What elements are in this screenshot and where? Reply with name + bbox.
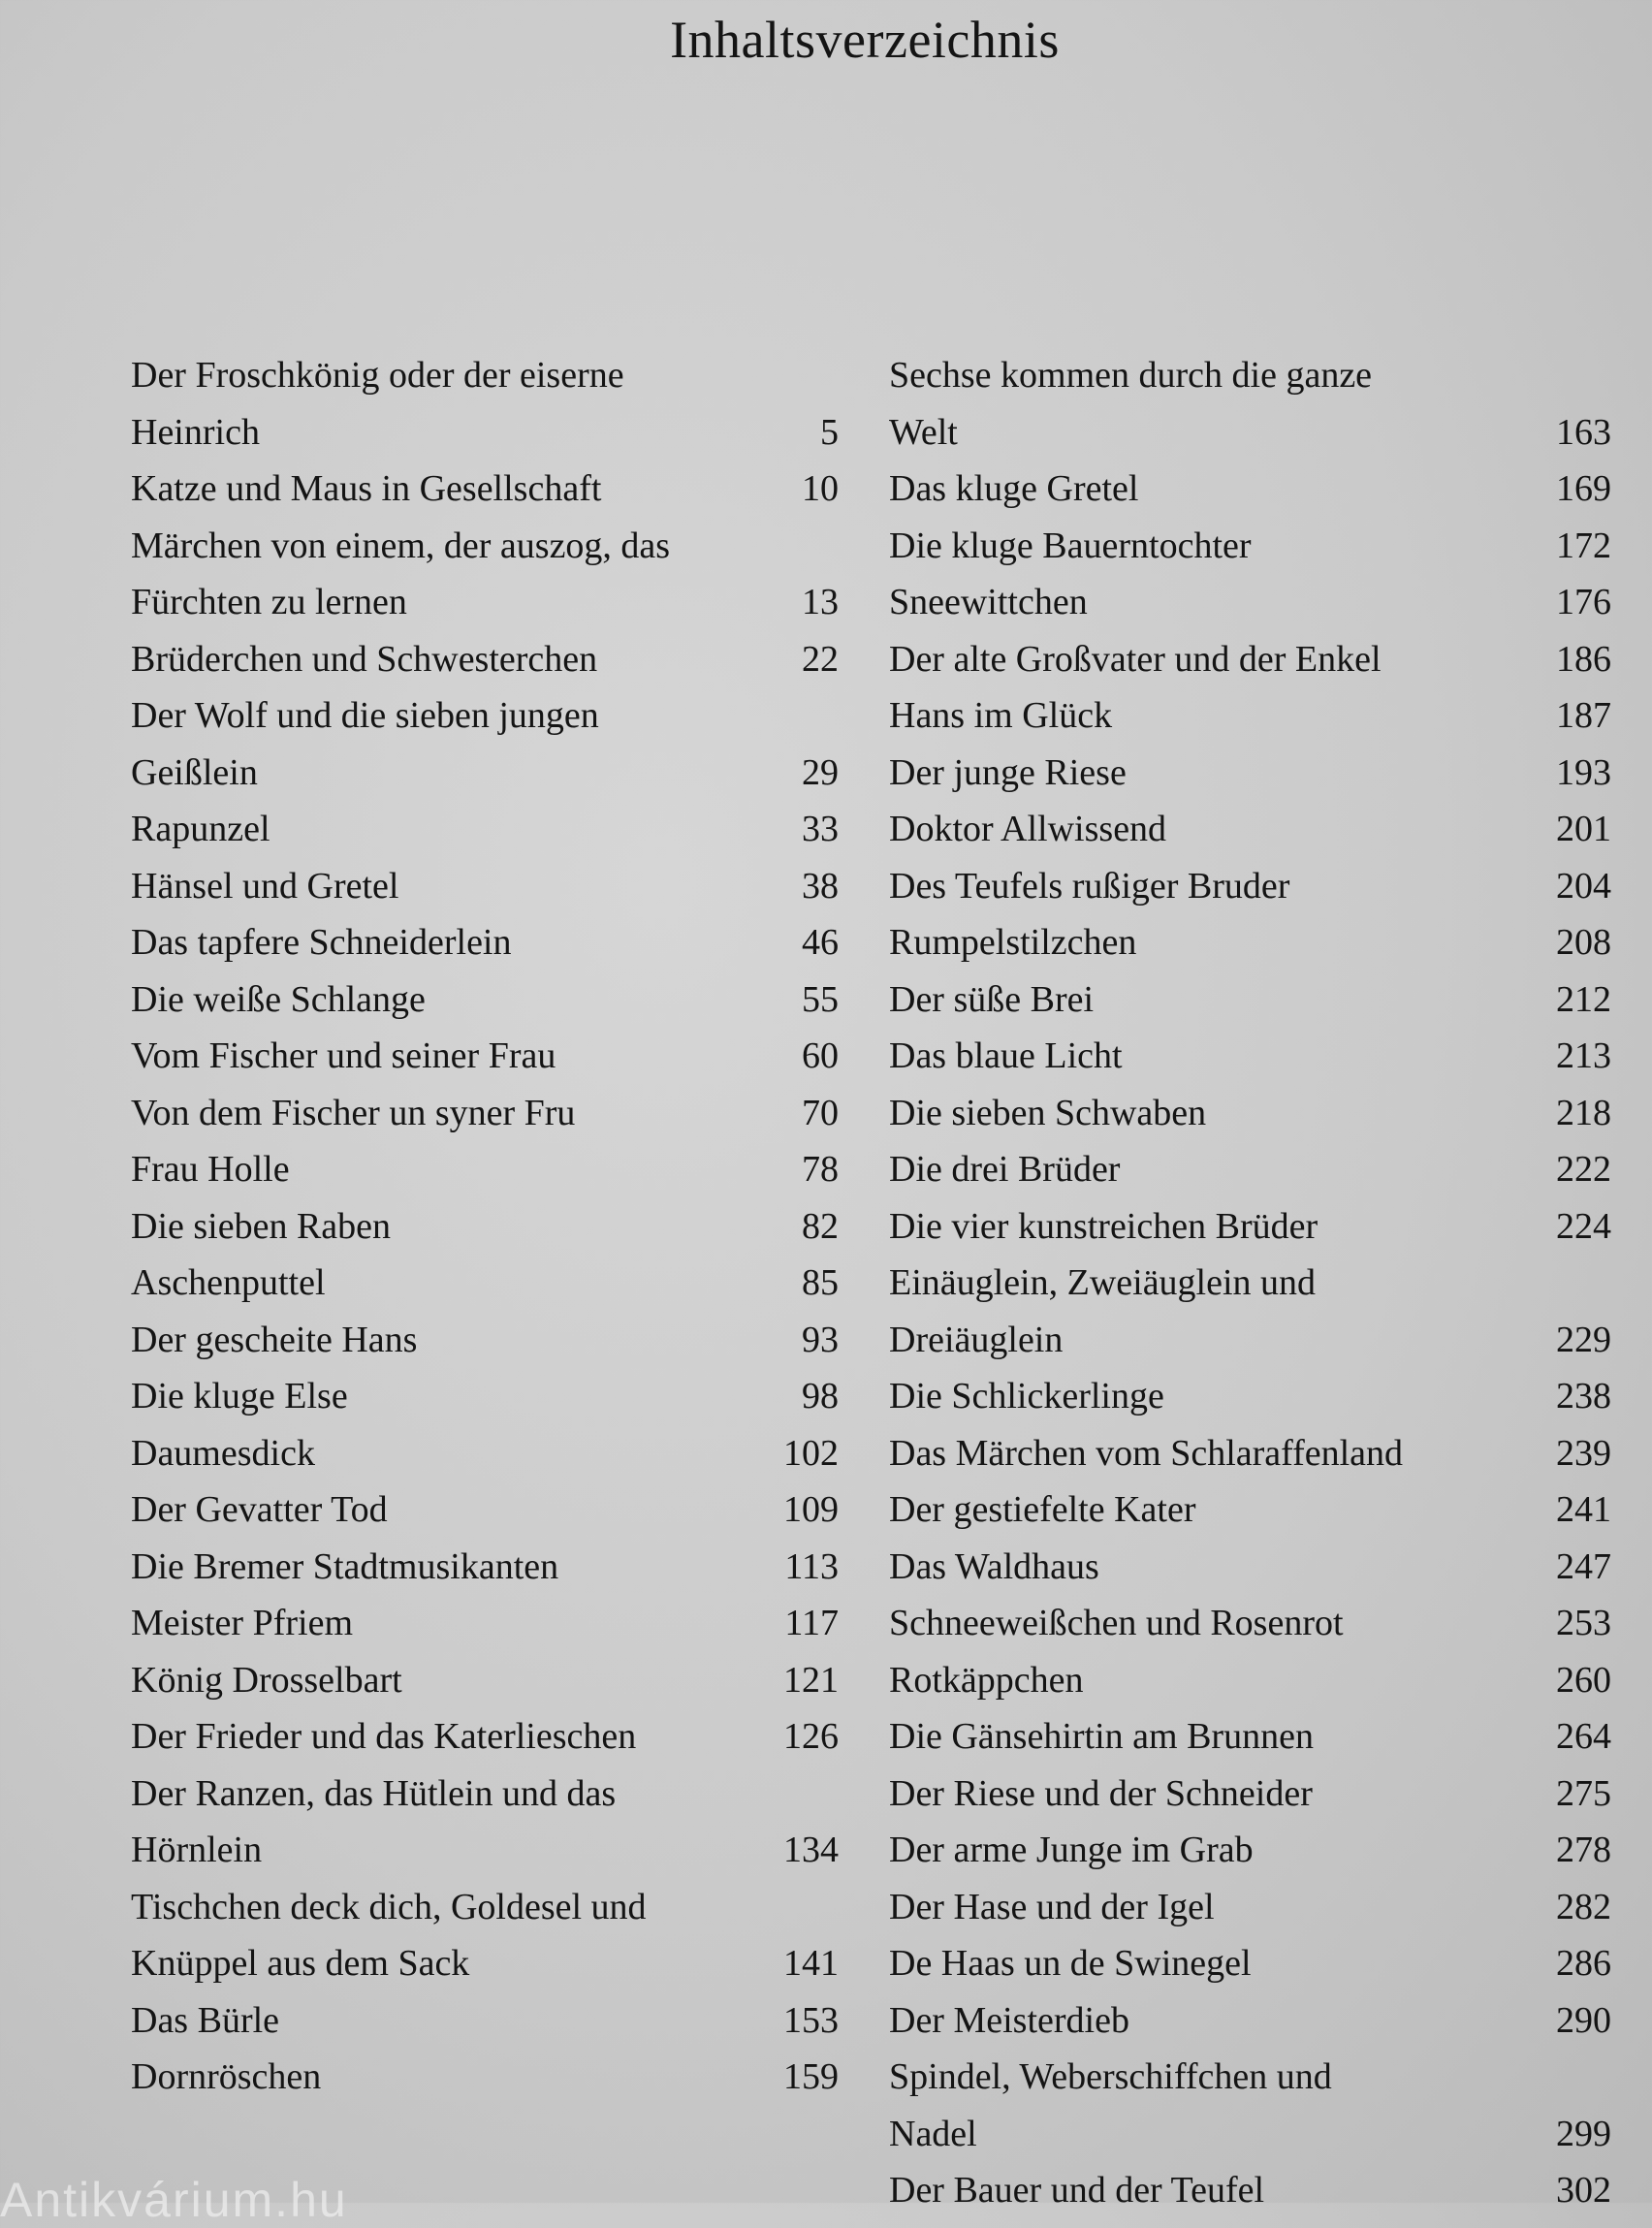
toc-entry-page-number: 117	[784, 1603, 839, 1643]
toc-entry-title-line: Die sieben Raben	[131, 1205, 392, 1247]
toc-entry-page-number: 208	[1556, 922, 1611, 963]
toc-entry-title-line: Der Froschkönig oder der eiserne	[131, 355, 624, 396]
toc-entry	[131, 518, 839, 631]
toc-entry-title-line: Das blaue Licht	[889, 1035, 1123, 1076]
toc-entry-title	[131, 1879, 839, 1992]
toc-entry-title	[889, 1028, 1611, 1085]
toc-entry	[131, 1425, 839, 1482]
toc-entry-page-number: 187	[1556, 695, 1611, 736]
toc-entry-title-line: Brüderchen und Schwesterchen	[131, 638, 598, 680]
toc-entry-page-number: 238	[1556, 1376, 1611, 1416]
toc-entry	[889, 461, 1611, 518]
toc-entry-page-number: 134	[783, 1830, 839, 1870]
toc-entry	[889, 1255, 1611, 1368]
toc-entry-title-line: Der süße Brei	[889, 978, 1095, 1020]
toc-entry-title	[131, 1198, 839, 1256]
toc-entry	[889, 2162, 1611, 2219]
toc-entry-title	[889, 1481, 1611, 1539]
toc-entry-title	[131, 971, 839, 1029]
toc-entry-title	[889, 2162, 1611, 2219]
toc-entry-page-number: 299	[1556, 2113, 1611, 2154]
toc-entry-page-number: 46	[802, 922, 839, 963]
toc-entry	[889, 1539, 1611, 1596]
toc-entry	[889, 1085, 1611, 1142]
toc-entry	[889, 971, 1611, 1029]
toc-entry-title-line: König Drosselbart	[131, 1659, 402, 1701]
toc-entry-title	[889, 1368, 1611, 1425]
toc-entry-page-number: 282	[1556, 1886, 1611, 1927]
toc-entry-title	[889, 745, 1611, 802]
toc-entry-page-number: 126	[783, 1716, 839, 1757]
toc-entry	[889, 801, 1611, 858]
toc-entry	[889, 1822, 1611, 1879]
toc-entry-title-line: Tischchen deck dich, Goldesel und	[131, 1886, 647, 1927]
toc-entry-page-number: 82	[802, 1205, 839, 1247]
toc-entry-page-number: 78	[802, 1149, 839, 1190]
toc-entry-title	[131, 631, 839, 688]
toc-entry-page-number: 13	[802, 582, 839, 622]
toc-entry	[131, 1368, 839, 1425]
toc-right-column	[889, 347, 1611, 2219]
toc-entry-title	[131, 858, 839, 915]
toc-entry-page-number: 113	[784, 1545, 839, 1587]
toc-entry-title	[131, 801, 839, 858]
toc-entry-title	[131, 1708, 839, 1766]
toc-entry-title	[889, 1935, 1611, 1992]
toc-entry-page-number: 10	[802, 468, 839, 509]
toc-entry-title-line: Die sieben Schwaben	[889, 1092, 1207, 1133]
toc-entry	[889, 745, 1611, 802]
toc-entry-page-number: 247	[1556, 1545, 1611, 1587]
toc-entry-title	[131, 687, 839, 801]
toc-entry	[131, 1879, 839, 1992]
toc-entry-page-number: 302	[1556, 2170, 1611, 2211]
toc-entry-title	[889, 971, 1611, 1029]
toc-entry-title-line: Spindel, Weberschiffchen und	[889, 2056, 1332, 2097]
toc-entry-title	[131, 347, 839, 461]
toc-entry-title-line: Einäuglein, Zweiäuglein und	[889, 1262, 1317, 1303]
toc-entry	[889, 1708, 1611, 1766]
toc-entry-title-line: Das kluge Gretel	[889, 468, 1139, 509]
toc-entry	[889, 1879, 1611, 1936]
toc-entry-title-line: Vom Fischer und seiner Frau	[131, 1035, 556, 1076]
toc-entry	[131, 631, 839, 688]
toc-entry-title-line: Der Gevatter Tod	[131, 1489, 388, 1530]
toc-entry-title	[889, 1879, 1611, 1936]
toc-entry-title-line: Der Hase und der Igel	[889, 1886, 1215, 1927]
toc-entry	[131, 801, 839, 858]
toc-entry-page-number: 121	[783, 1659, 839, 1701]
toc-entry-page-number: 93	[802, 1319, 839, 1360]
toc-entry-title-line: De Haas un de Swinegel	[889, 1943, 1252, 1984]
toc-entry-page-number: 109	[783, 1489, 839, 1530]
toc-entry-title-line: Die Schlickerlinge	[889, 1376, 1164, 1416]
toc-entry-page-number: 153	[783, 1999, 839, 2041]
toc-entry-page-number: 159	[783, 2056, 839, 2097]
toc-entry-page-number: 70	[802, 1092, 839, 1133]
toc-entry-title	[889, 631, 1611, 688]
toc-entry	[131, 1312, 839, 1369]
toc-entry-title	[131, 1255, 839, 1312]
toc-entry-page-number: 229	[1556, 1319, 1611, 1360]
toc-entry-title-line: Schneeweißchen und Rosenrot	[889, 1603, 1344, 1643]
toc-entry-title-line: Der Ranzen, das Hütlein und das	[131, 1772, 617, 1814]
toc-entry-page-number: 29	[802, 751, 839, 793]
toc-entry	[889, 1595, 1611, 1652]
toc-entry	[131, 1992, 839, 2050]
toc-entry	[131, 971, 839, 1029]
toc-entry-title-line: Der Bauer und der Teufel	[889, 2170, 1265, 2211]
toc-entry-title	[889, 1198, 1611, 1256]
toc-entry-page-number: 169	[1556, 468, 1611, 509]
toc-entry	[889, 1425, 1611, 1482]
toc-entry-title-line: Rumpelstilzchen	[889, 922, 1137, 963]
toc-entry-page-number: 60	[802, 1035, 839, 1076]
toc-entry-title	[889, 801, 1611, 858]
toc-entry-page-number: 286	[1556, 1943, 1611, 1984]
toc-entry	[131, 1652, 839, 1709]
toc-entry-title-line: Der Riese und der Schneider	[889, 1772, 1313, 1814]
toc-entry	[131, 1766, 839, 1879]
toc-entry-title	[131, 1141, 839, 1198]
toc-entry-title	[131, 1028, 839, 1085]
toc-entry	[131, 1595, 839, 1652]
toc-entry	[131, 1539, 839, 1596]
toc-entry-title-line: Nadel	[889, 2113, 977, 2154]
toc-entry-page-number: 224	[1556, 1205, 1611, 1247]
toc-entry-title	[131, 1368, 839, 1425]
toc-entry-page-number: 222	[1556, 1149, 1611, 1190]
toc-entry-title-line: Die Bremer Stadtmusikanten	[131, 1545, 559, 1587]
toc-entry-title-line: Hans im Glück	[889, 695, 1113, 736]
toc-entry-title-line: Der gescheite Hans	[131, 1319, 418, 1360]
toc-entry-page-number: 141	[783, 1943, 839, 1984]
toc-entry-title-line: Die kluge Bauerntochter	[889, 525, 1252, 566]
toc-entry-title-line: Fürchten zu lernen	[131, 582, 407, 622]
toc-entry-title-line: Von dem Fischer un syner Fru	[131, 1092, 576, 1133]
toc-entry	[131, 1198, 839, 1256]
toc-entry-page-number: 98	[802, 1376, 839, 1416]
toc-entry-page-number: 186	[1556, 638, 1611, 680]
toc-entry-title-line: Frau Holle	[131, 1149, 290, 1190]
toc-entry-title-line: Sneewittchen	[889, 582, 1088, 622]
toc-entry	[131, 1481, 839, 1539]
toc-entry	[889, 1481, 1611, 1539]
toc-entry-title-line: Der Frieder und das Katerlieschen	[131, 1716, 637, 1757]
toc-entry-title	[131, 914, 839, 971]
toc-entry-title	[889, 1085, 1611, 1142]
toc-entry-title-line: Dornröschen	[131, 2056, 322, 2097]
toc-entry-title	[889, 1708, 1611, 1766]
toc-entry-page-number: 102	[783, 1432, 839, 1474]
toc-entry	[131, 1255, 839, 1312]
toc-entry-title-line: Die vier kunstreichen Brüder	[889, 1205, 1318, 1247]
toc-entry-title	[889, 574, 1611, 631]
toc-entry-title	[889, 1539, 1611, 1596]
toc-entry-title-line: Geißlein	[131, 751, 258, 793]
toc-entry	[889, 1652, 1611, 1709]
toc-entry-title	[131, 461, 839, 518]
toc-entry	[889, 1368, 1611, 1425]
toc-entry	[131, 347, 839, 461]
watermark: Antikvárium.hu	[0, 2173, 348, 2227]
toc-entry-title	[131, 518, 839, 631]
toc-entry-title	[889, 1425, 1611, 1482]
toc-entry	[889, 1028, 1611, 1085]
toc-entry-title	[131, 1539, 839, 1596]
toc-entry-title	[889, 2049, 1611, 2162]
toc-entry	[131, 1028, 839, 1085]
toc-entry-page-number: 213	[1556, 1035, 1611, 1076]
toc-entry-title-line: Rapunzel	[131, 809, 270, 849]
toc-entry	[889, 2049, 1611, 2162]
toc-entry-title-line: Knüppel aus dem Sack	[131, 1943, 470, 1984]
toc-entry-title-line: Sechse kommen durch die ganze	[889, 355, 1373, 396]
toc-entry	[889, 1935, 1611, 1992]
toc-entry	[889, 914, 1611, 971]
toc-entry-page-number: 33	[802, 809, 839, 849]
toc-entry-page-number: 239	[1556, 1432, 1611, 1474]
toc-entry-page-number: 5	[820, 411, 839, 453]
toc-entry	[131, 1141, 839, 1198]
toc-entry-title	[889, 518, 1611, 575]
toc-entry-title	[131, 1312, 839, 1369]
toc-entry-title-line: Welt	[889, 411, 958, 453]
toc-entry	[889, 574, 1611, 631]
toc-entry	[131, 461, 839, 518]
toc-entry-title-line: Der Meisterdieb	[889, 1999, 1129, 2041]
toc-entry-title	[131, 1992, 839, 2050]
toc-entry	[131, 858, 839, 915]
toc-entry-title	[131, 1481, 839, 1539]
toc-entry-title-line: Der arme Junge im Grab	[889, 1830, 1254, 1870]
toc-entry-title	[889, 1992, 1611, 2050]
toc-entry-page-number: 218	[1556, 1092, 1611, 1133]
toc-entry-title-line: Doktor Allwissend	[889, 809, 1167, 849]
toc-entry	[889, 347, 1611, 461]
toc-entry-title-line: Die drei Brüder	[889, 1149, 1121, 1190]
toc-entry-title-line: Daumesdick	[131, 1432, 315, 1474]
toc-entry	[889, 1992, 1611, 2050]
toc-entry-page-number: 85	[802, 1262, 839, 1303]
toc-entry-page-number: 278	[1556, 1830, 1611, 1870]
toc-entry-page-number: 38	[802, 865, 839, 907]
toc-entry-title-line: Meister Pfriem	[131, 1603, 354, 1643]
toc-entry	[889, 631, 1611, 688]
toc-entry-page-number: 172	[1556, 525, 1611, 566]
toc-entry-title-line: Der gestiefelte Kater	[889, 1489, 1196, 1530]
toc-entry-title	[889, 687, 1611, 745]
toc-entry-page-number: 253	[1556, 1603, 1611, 1643]
toc-entry-page-number: 212	[1556, 978, 1611, 1020]
toc-entry-title-line: Das tapfere Schneiderlein	[131, 922, 512, 963]
toc-entry-title	[889, 1766, 1611, 1823]
toc-entry	[889, 518, 1611, 575]
toc-entry-title	[889, 1595, 1611, 1652]
toc-entry-title	[131, 1766, 839, 1879]
toc-entry-title	[889, 1255, 1611, 1368]
toc-entry-title	[131, 2049, 839, 2106]
toc-entry-title-line: Hörnlein	[131, 1830, 263, 1870]
toc-entry-title-line: Die Gänsehirtin am Brunnen	[889, 1716, 1314, 1757]
toc-entry-title-line: Das Bürle	[131, 1999, 280, 2041]
toc-entry	[131, 687, 839, 801]
toc-entry-title-line: Aschenputtel	[131, 1262, 326, 1303]
toc-entry-title-line: Der alte Großvater und der Enkel	[889, 638, 1382, 680]
toc-entry-page-number: 260	[1556, 1659, 1611, 1701]
toc-entry-title-line: Die kluge Else	[131, 1376, 348, 1416]
toc-entry-title-line: Dreiäuglein	[889, 1319, 1064, 1360]
toc-entry	[889, 1141, 1611, 1198]
toc-entry-title-line: Des Teufels rußiger Bruder	[889, 865, 1290, 907]
toc-entry-title-line: Hänsel und Gretel	[131, 865, 399, 907]
toc-entry-title-line: Der Wolf und die sieben jungen	[131, 695, 599, 736]
toc-entry	[889, 1198, 1611, 1256]
toc-entry-page-number: 193	[1556, 751, 1611, 793]
toc-entry-title	[889, 914, 1611, 971]
toc-entry-title-line: Das Waldhaus	[889, 1545, 1099, 1587]
toc-entry	[131, 914, 839, 971]
toc-entry	[131, 1085, 839, 1142]
toc-entry-title-line: Heinrich	[131, 411, 260, 453]
toc-entry-title	[889, 1141, 1611, 1198]
toc-left-column	[131, 347, 839, 2106]
toc-entry	[889, 858, 1611, 915]
toc-entry-title-line: Die weiße Schlange	[131, 978, 426, 1020]
toc-entry	[889, 1766, 1611, 1823]
toc-entry-page-number: 163	[1556, 411, 1611, 453]
toc-entry-title	[889, 347, 1611, 461]
toc-entry	[131, 1708, 839, 1766]
toc-entry	[131, 2049, 839, 2106]
toc-entry-title-line: Rotkäppchen	[889, 1659, 1084, 1701]
toc-entry-title	[889, 1822, 1611, 1879]
toc-entry-title	[889, 858, 1611, 915]
toc-entry-title-line: Katze und Maus in Gesellschaft	[131, 468, 602, 509]
page-title: Inhaltsverzeichnis	[670, 11, 1060, 69]
toc-entry	[889, 687, 1611, 745]
toc-entry-page-number: 201	[1556, 809, 1611, 849]
toc-entry-title-line: Das Märchen vom Schlaraffenland	[889, 1432, 1404, 1474]
toc-entry-page-number: 22	[802, 638, 839, 680]
toc-entry-title-line: Märchen von einem, der auszog, das	[131, 525, 671, 566]
toc-entry-page-number: 176	[1556, 582, 1611, 622]
toc-entry-page-number: 264	[1556, 1716, 1611, 1757]
toc-entry-page-number: 241	[1556, 1489, 1611, 1530]
toc-entry-title-line: Der junge Riese	[889, 751, 1127, 793]
toc-entry-title	[131, 1595, 839, 1652]
toc-entry-title	[889, 461, 1611, 518]
toc-entry-title	[131, 1652, 839, 1709]
toc-entry-page-number: 275	[1556, 1772, 1611, 1814]
toc-entry-page-number: 55	[802, 978, 839, 1020]
toc-entry-title	[131, 1425, 839, 1482]
toc-entry-page-number: 204	[1556, 865, 1611, 907]
toc-entry-title	[131, 1085, 839, 1142]
toc-entry-page-number: 290	[1556, 1999, 1611, 2041]
toc-entry-title	[889, 1652, 1611, 1709]
